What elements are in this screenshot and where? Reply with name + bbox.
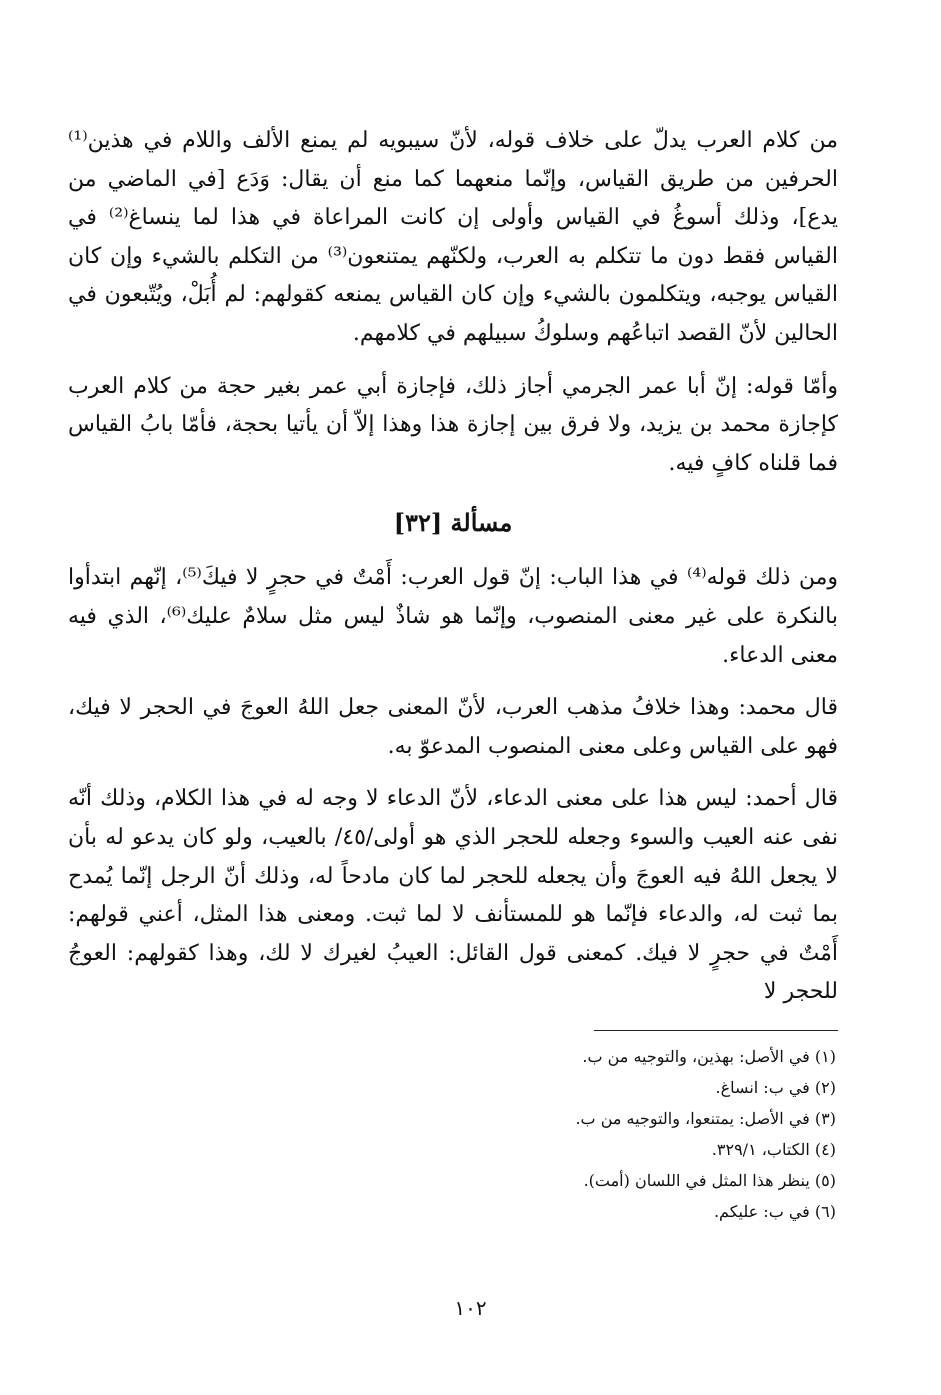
footnote-6: (٦) في ب: عليكم. [713, 1201, 836, 1221]
section-heading: مسألة [٣٢] [393, 508, 513, 538]
paragraph-3: ومن ذلك قوله⁽⁴⁾ في هذا الباب: إنّ قول العرب: أَمْتٌ في حجرٍ لا فيكَ⁽⁵⁾، إنّهم ابتدأوا بالنكرة على غير معنى المنصوب، وإنّما هو شاذٌ ليس مثل سلامٌ عليك⁽⁶⁾، الذي فيه معنى الدعاء. [68, 565, 838, 668]
footnotes [68, 1041, 838, 1227]
paragraph-5: قال أحمد: ليس هذا على معنى الدعاء، لأنّ الدعاء لا وجه له في هذا الكلام، وذلك أنّه نفى عنه العيب والسوء وجعله للحجر الذي هو أولى/٤٥/ بالعيب، ولو كان يدعو له بأن لا يجعل اللهُ فيه العوجَ وأن يجعله للحجر لما كان مادحاً له، وذلك أنّ الرجل إنّما يُمدح بما ثبت له، والدعاء فإنّما هو للمستأنف لا لما ثبت. ومعنى هذا المثل، أعني قولهم: أَمْتٌ في حجرٍ لا فيك. كمعنى قول القائل: العيبُ لغيرك لا لك، وهذا كقولهم: العوجُ للحجر لا [68, 786, 838, 1005]
paragraph-4: قال محمد: وهذا خلافُ مذهب العرب، لأنّ المعنى جعل اللهُ العوجَ في الحجر لا فيك، فهو على القياس وعلى معنى المنصوب المدعوّ به. [68, 695, 838, 759]
paragraph-gap [68, 354, 838, 368]
paragraph-2: وأمّا قوله: إنّ أبا عمر الجرمي أجاز ذلك، فإجازة أبي عمر بغير حجة من كلام العرب كإجازة محمد بن يزيد، ولا فرق بين إجازة هذا وهذا إلاّ أن يأتيا بحجة، فأمّا بابُ القياس فما قلناه كافٍ فيه. [68, 373, 838, 476]
page-body [68, 122, 838, 1227]
footnote-3: (٣) في الأصل: يمتنعوا، والتوجيه من ب. [575, 1108, 836, 1128]
footnote-2: (٢) في ب: انساغ. [715, 1077, 836, 1097]
paragraph-gap [68, 766, 838, 780]
footnote-1: (١) في الأصل: بهذين، والتوجيه من ب. [582, 1046, 836, 1066]
paragraph-1: من كلام العرب يدلّ على خلاف قوله، لأنّ سيبويه لم يمنع الألف واللام في هذين⁽¹⁾ الحرفين من طريق القياس، وإنّما منعهما كما منع أن يقال: وَدَع [في الماضي من يدع]، وذلك أسوغُ في القياس وأولى إن كانت المراعاة في هذا لما ينساغ⁽²⁾ في القياس فقط دون ما تتكلم به العرب، ولكنّهم يمتنعون⁽³⁾ من التكلم بالشيء وإن كان القياس يوجبه، ويتكلمون بالشيء وإن كان القياس يمنعه كقولهم: لم أُبَلْ، ويُتّبعون في الحالين لأنّ القصد اتباعُهم وسلوكُ سبيلهم في كلامهم. [68, 128, 839, 346]
page-number: ١٠٢ [454, 1296, 487, 1320]
footnote-separator [594, 1030, 838, 1031]
footnote-4: (٤) الكتاب، ٣٢٩/١. [711, 1139, 836, 1159]
footnote-5: (٥) ينظر هذا المثل في اللسان (أمت). [583, 1170, 836, 1190]
paragraph-gap [68, 675, 838, 689]
